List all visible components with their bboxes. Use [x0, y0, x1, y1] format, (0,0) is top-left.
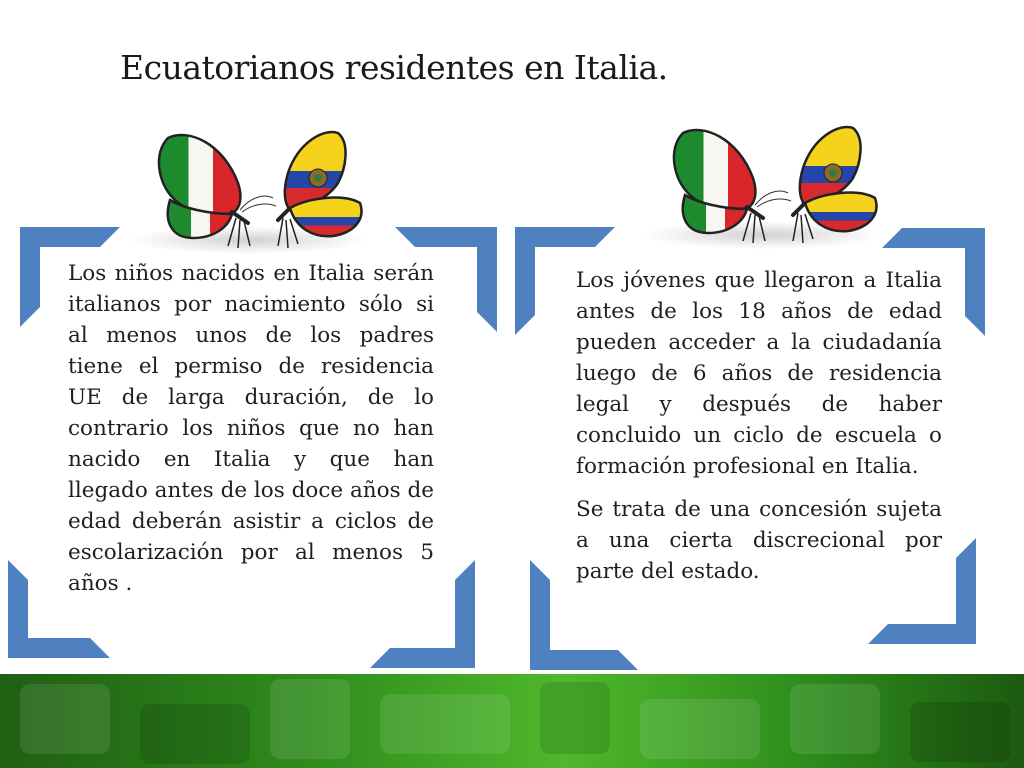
decorative-footer-band [0, 674, 1024, 768]
info-panel-right [510, 120, 1010, 680]
panel-paragraph: Se trata de una concesión sujeta a una cierta discrecional por parte del estado. [576, 497, 942, 584]
flag-butterflies-image [643, 123, 893, 253]
info-panel-left [0, 120, 500, 680]
panel-text [576, 265, 942, 587]
panel-paragraph: Los jóvenes que llegaron a Italia antes de los 18 años de edad pueden acceder a la ciudadanía luego de 6 años de residencia legal y después de haber concluido un ciclo de escuela o formación profesional en Italia. [576, 268, 942, 479]
panel-text [68, 258, 434, 599]
panel-paragraph: Los niños nacidos en Italia serán italianos por nacimiento sólo si al menos unos de los padres tiene el permiso de residencia UE de larga duración, de lo contrario los niños que no han nacido en Italia y que han llegado antes de los doce años de edad deberán asistir a ciclos de escolarización por al menos 5 años . [68, 261, 434, 596]
flag-butterflies-image [128, 128, 378, 258]
slide-title: Ecuatorianos residentes en Italia. [120, 48, 668, 87]
